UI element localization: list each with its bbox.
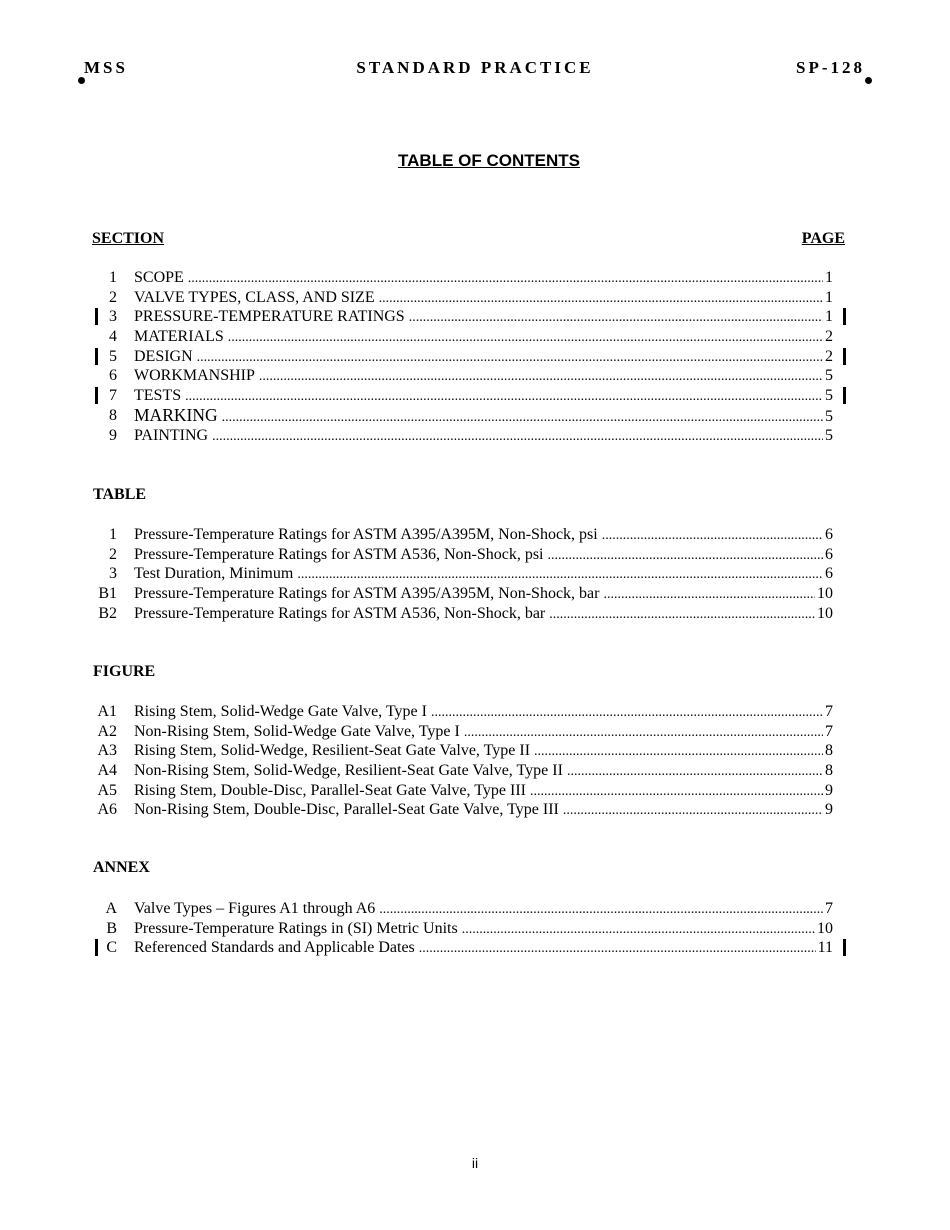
dot-leader bbox=[185, 386, 823, 407]
toc-section-entry bbox=[93, 366, 833, 386]
sections-list bbox=[93, 268, 833, 445]
entry-title: Pressure-Temperature Ratings for ASTM A536, Non-Shock, bar bbox=[134, 604, 546, 622]
entry-page: 10 bbox=[817, 604, 833, 622]
change-bar-right bbox=[843, 387, 846, 404]
entry-title: TESTS bbox=[134, 387, 182, 405]
entry-title: Rising Stem, Double-Disc, Parallel-Seat Gate Valve, Type III bbox=[134, 781, 526, 799]
toc-table-entry bbox=[93, 584, 833, 604]
entry-number: 2 bbox=[109, 288, 117, 306]
entry-number: B1 bbox=[98, 585, 117, 603]
entry-title: Pressure-Temperature Ratings for ASTM A395/A395M, Non-Shock, psi bbox=[134, 526, 598, 543]
entry-page: 7 bbox=[825, 900, 833, 917]
toc-table-entry bbox=[93, 604, 833, 624]
toc-table-entry bbox=[93, 545, 833, 565]
entry-number: A6 bbox=[97, 801, 117, 819]
entry-page: 6 bbox=[825, 526, 833, 543]
entry-number: A1 bbox=[97, 703, 117, 720]
entry-title: Pressure-Temperature Ratings for ASTM A395/A395M, Non-Shock, bar bbox=[134, 585, 600, 603]
entry-number: B2 bbox=[98, 604, 117, 622]
toc-section-entry bbox=[93, 307, 833, 327]
toc-section-entry bbox=[93, 426, 833, 446]
figures-list bbox=[93, 702, 833, 820]
entry-page: 10 bbox=[817, 585, 833, 603]
entry-page: 2 bbox=[825, 328, 833, 346]
dot-leader bbox=[567, 761, 823, 782]
entry-number: 3 bbox=[109, 308, 117, 326]
toc-table-entry bbox=[93, 525, 833, 545]
dot-leader bbox=[212, 426, 823, 447]
dot-leader bbox=[530, 781, 823, 802]
entry-page: 1 bbox=[825, 308, 833, 326]
entry-title: MATERIALS bbox=[134, 328, 224, 346]
entry-number: 9 bbox=[109, 426, 117, 444]
dot-leader bbox=[548, 545, 824, 566]
dot-leader bbox=[462, 919, 815, 940]
toc-annex-entry bbox=[93, 899, 833, 919]
entry-title: VALVE TYPES, CLASS, AND SIZE bbox=[134, 288, 375, 306]
entry-number: 3 bbox=[109, 565, 117, 583]
header-doc-number: SP-128 bbox=[796, 58, 865, 77]
dot-leader bbox=[222, 407, 823, 428]
dot-leader bbox=[464, 722, 823, 743]
entry-title: MARKING bbox=[134, 404, 218, 425]
entry-number: 1 bbox=[109, 269, 117, 286]
dot-leader bbox=[259, 366, 823, 387]
toc-table-entry bbox=[93, 564, 833, 584]
entry-title: DESIGN bbox=[134, 347, 193, 365]
toc-figure-entry bbox=[93, 722, 833, 742]
entry-page: 5 bbox=[825, 407, 833, 425]
toc-annex-entry bbox=[93, 938, 833, 958]
entry-number: 2 bbox=[109, 545, 117, 563]
entry-title: Test Duration, Minimum bbox=[134, 565, 294, 583]
toc-figure-entry bbox=[93, 761, 833, 781]
dot-leader bbox=[563, 800, 823, 821]
dot-leader bbox=[409, 307, 823, 328]
entry-page: 10 bbox=[817, 919, 833, 937]
entry-page: 8 bbox=[825, 742, 833, 760]
annex-label: ANNEX bbox=[93, 859, 150, 876]
header-doc-type: STANDARD PRACTICE bbox=[356, 58, 594, 77]
toc-section-entry bbox=[93, 288, 833, 308]
annexes-list bbox=[93, 899, 833, 958]
dot-leader bbox=[534, 741, 823, 762]
entry-page: 8 bbox=[825, 762, 833, 780]
toc-figure-entry bbox=[93, 741, 833, 761]
change-bar-right bbox=[843, 348, 846, 365]
toc-annex-entry bbox=[93, 919, 833, 939]
entry-number: A5 bbox=[97, 781, 117, 799]
toc-section-entry bbox=[93, 386, 833, 406]
toc-figure-entry bbox=[93, 702, 833, 722]
toc-figure-entry bbox=[93, 800, 833, 820]
entry-title: Rising Stem, Solid-Wedge Gate Valve, Type I bbox=[134, 703, 427, 720]
header-org: MSS bbox=[84, 58, 128, 77]
toc-section-entry bbox=[93, 406, 833, 426]
entry-page: 5 bbox=[825, 387, 833, 405]
entry-title: SCOPE bbox=[134, 269, 184, 286]
entry-number: C bbox=[106, 939, 117, 957]
change-bar-right bbox=[843, 308, 846, 325]
entry-page: 6 bbox=[825, 545, 833, 563]
toc-section-entry bbox=[93, 347, 833, 367]
dot-leader bbox=[297, 564, 823, 585]
entry-number: A3 bbox=[97, 742, 117, 760]
entry-page: 5 bbox=[825, 426, 833, 444]
toc-figure-entry bbox=[93, 781, 833, 801]
entry-number: A bbox=[105, 900, 117, 917]
dot-leader bbox=[549, 604, 815, 625]
figure-label: FIGURE bbox=[93, 663, 156, 680]
table-label: TABLE bbox=[93, 486, 147, 503]
entry-number: A2 bbox=[97, 722, 117, 740]
dot-leader bbox=[379, 899, 823, 920]
page-number: ii bbox=[471, 1155, 479, 1171]
entry-title: Non-Rising Stem, Double-Disc, Parallel-Seat Gate Valve, Type III bbox=[134, 801, 559, 819]
entry-page: 1 bbox=[825, 269, 833, 286]
entry-title: Rising Stem, Solid-Wedge, Resilient-Seat Gate Valve, Type II bbox=[134, 742, 531, 760]
entry-title: Valve Types – Figures A1 through A6 bbox=[134, 900, 376, 917]
dot-leader bbox=[603, 584, 815, 605]
tables-list bbox=[93, 525, 833, 623]
header-dot-left bbox=[78, 77, 85, 84]
toc-section-entry bbox=[93, 268, 833, 288]
entry-title: PRESSURE-TEMPERATURE RATINGS bbox=[134, 308, 405, 326]
entry-number: 6 bbox=[109, 367, 117, 385]
dot-leader bbox=[602, 525, 823, 546]
entry-page: 6 bbox=[825, 565, 833, 583]
header-dot-right bbox=[865, 77, 872, 84]
entry-title: WORKMANSHIP bbox=[134, 367, 255, 385]
entry-page: 9 bbox=[825, 801, 833, 819]
dot-leader bbox=[228, 327, 823, 348]
page-column-header: PAGE bbox=[801, 230, 845, 247]
entry-number: 4 bbox=[109, 328, 117, 346]
entry-page: 11 bbox=[817, 939, 833, 957]
entry-title: Pressure-Temperature Ratings in (SI) Metric Units bbox=[134, 919, 458, 937]
entry-page: 7 bbox=[825, 703, 833, 720]
entry-number: B bbox=[106, 919, 117, 937]
entry-page: 7 bbox=[825, 722, 833, 740]
section-column-header: SECTION bbox=[92, 230, 165, 247]
entry-page: 2 bbox=[825, 347, 833, 365]
entry-number: A4 bbox=[97, 762, 117, 780]
entry-title: Non-Rising Stem, Solid-Wedge, Resilient-Seat Gate Valve, Type II bbox=[134, 762, 563, 780]
entry-number: 8 bbox=[109, 406, 117, 424]
dot-leader bbox=[188, 268, 823, 289]
entry-page: 9 bbox=[825, 781, 833, 799]
entry-title: PAINTING bbox=[134, 426, 209, 444]
dot-leader bbox=[431, 702, 823, 723]
entry-page: 5 bbox=[825, 367, 833, 385]
entry-title: Referenced Standards and Applicable Dates bbox=[134, 939, 415, 957]
dot-leader bbox=[379, 288, 823, 309]
entry-title: Non-Rising Stem, Solid-Wedge Gate Valve, Type I bbox=[134, 722, 460, 740]
change-bar-right bbox=[843, 939, 846, 956]
entry-number: 1 bbox=[109, 526, 117, 543]
dot-leader bbox=[197, 347, 823, 368]
entry-number: 7 bbox=[109, 387, 117, 405]
entry-number: 5 bbox=[109, 347, 117, 365]
dot-leader bbox=[419, 938, 816, 959]
entry-title: Pressure-Temperature Ratings for ASTM A536, Non-Shock, psi bbox=[134, 545, 544, 563]
page-title: TABLE OF CONTENTS bbox=[398, 151, 580, 170]
toc-section-entry bbox=[93, 327, 833, 347]
entry-page: 1 bbox=[825, 288, 833, 306]
